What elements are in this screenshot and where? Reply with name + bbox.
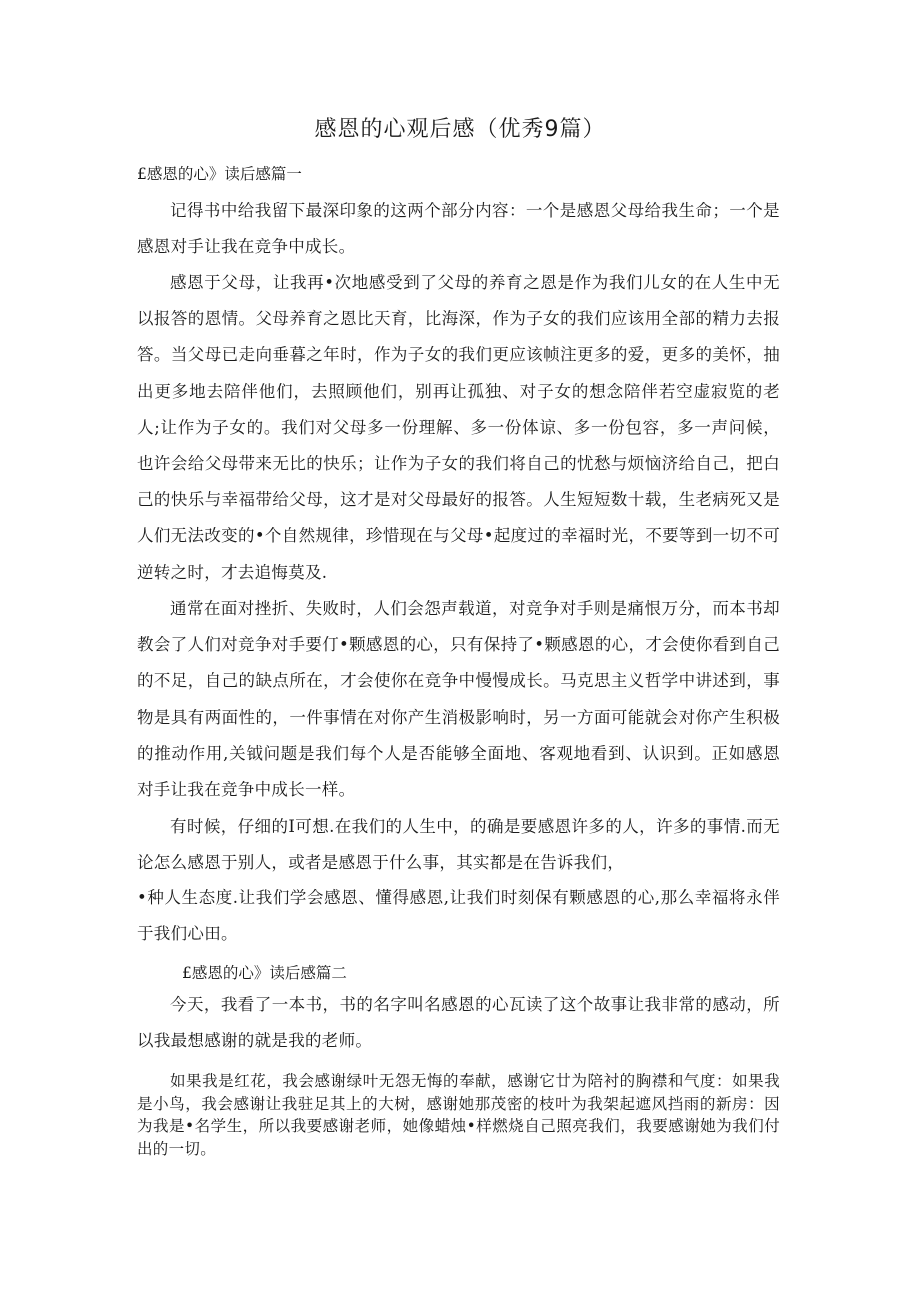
paragraph-6: 今天，我看了一本书，书的名字叫名感恩的心瓦读了这个故事让我非常的感动，所以我最想感谢的就是我的老师。 (137, 995, 780, 1051)
paragraph-3: 通常在面对挫折、失败时，人们会怨声载道，对竞争对手则是痛恨万分，而本书却教会了人们对竞争对手要仃•颗感恩的心，只有保持了•颗感恩的心，才会使你看到自己的不足，自己的缺点所在，才会使你在竞争中慢慢成长。马克思主义哲学中讲述到，事物是具有两面性的，一件事情在对你产生消极影响时，另一方面可能就会对你产生积极的推动作用,关钺问题是我们每个人是否能够全面地、客观地看到、认识到。正如感恩对手让我在竞争中成长一样。 (137, 599, 780, 800)
page-title: 感恩的心观后感（优秀9篇） (314, 117, 606, 142)
section-heading-2: £感恩的心》读后感篇二 (182, 964, 347, 982)
paragraph-2: 感恩于父母，让我再•次地感受到了父母的养育之恩是作为我们儿女的在人生中无以报答的恩情。父母养育之恩比天育，比海深，作为子女的我们应该用全部的精力去报答。当父母已走向垂暮之年时，作为子女的我们更应该帧注更多的爱，更多的美怀，抽出更多地去陪伴他们，去照顾他们，别再让孤独、对子女的想念陪伴若空虚寂览的老人;让作为子女的。我们对父母多一份理解、多一份体谅、多一份包容，多一声问候，也许会给父母带来无比的快乐；让作为子女的我们将自己的忧愁与烦恼济给自己，把白己的快乐与幸福带给父母，这才是对父母最好的报答。人生短短数十载，生老病死又是人们无法改变的•个自然规律，珍惜现在与父母•起度过的幸福时光，不要等到一切不可逆转之时，才去追悔莫及. (137, 273, 780, 582)
paragraph-5: •种人生态度.让我们学会感恩、懂得感恩,让我们时刻保有颗感恩的心,那么幸福将永伴于我们心田。 (137, 888, 780, 944)
paragraph-4: 有时候，仔细的I可想.在我们的人生中，的确是要感恩许多的人，许多的事情.而无论怎么感恩于别人，或者是感恩于什么事，其实都是在告诉我们， (137, 817, 780, 873)
paragraph-1: 记得书中给我留下最深印象的这两个部分内容：一个是感恩父母给我生命；一个是感恩对手让我在竞争中成长。 (137, 201, 780, 257)
paragraph-7: 如果我是红花，我会感谢绿叶无怨无悔的奉献，感谢它廿为陪衬的胸襟和气度：如果我是小鸟，我会感谢让我驻足其上的大树，感谢她那茂密的枝叶为我架起遮风挡雨的新房：因为我是•名学生，所以我要感谢老师，她像蜡烛•样燃烧自己照亮我们，我要感谢她为我们付出的一切。 (137, 1072, 780, 1158)
section-heading-1: £感恩的心》读后感篇一 (137, 165, 302, 183)
